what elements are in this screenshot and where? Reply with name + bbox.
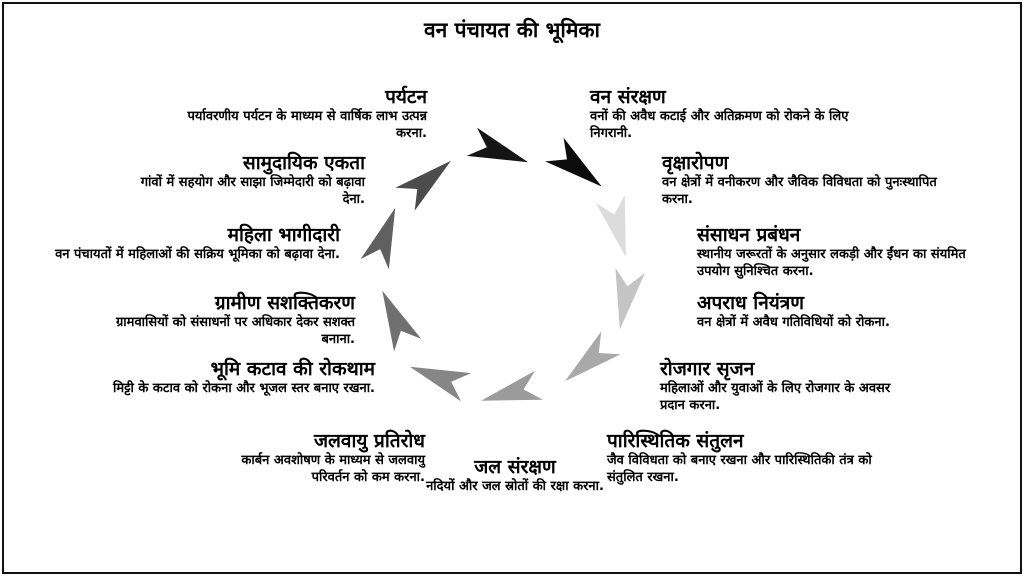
item-heading: रोजगार सृजन [660,358,755,380]
item-heading: पारिस्थितिक संतुलन [607,430,744,452]
item-text: स्थानीय जरूरतों के अनुसार लकड़ी और ईंधन का संयमित उपयोग सुनिश्चित करना. [697,247,966,279]
item-heading: महिला भागीदारी [227,224,340,246]
diagram-title: वन पंचायत की भूमिका [423,18,600,42]
item-text: महिलाओं और युवाओं के लिए रोजगार के अवसर प्रदान करना. [660,381,891,413]
cycle-arrow-5 [555,331,620,393]
item-heading: वृक्षारोपण [662,152,729,174]
item-tourism [165,86,427,142]
cycle-arrow-8 [369,284,422,351]
item-text: वन पंचायतों में महिलाओं की सक्रिय भूमिका को बढ़ावा देना. [55,247,340,262]
item-text: वनों की अवैध कटाई और अतिक्रमण को रोकने के लिए निगरानी. [590,109,849,141]
item-text: पर्यावरणीय पर्यटन के माध्यम से वार्षिक लाभ उत्पन्न करना. [187,109,427,141]
item-employment-generation [660,358,990,414]
item-text: कार्बन अवशोषण के माध्यम से जलवायु परिवर्तन को कम करना. [241,453,425,485]
cycle-arrow-2 [545,138,611,199]
item-heading: वन संरक्षण [590,86,666,108]
item-climate-resilience [120,430,425,486]
item-water-conservation [415,456,615,495]
cycle-arrow-3 [596,195,641,261]
item-text: ग्रामवासियों को संसाधनों पर अधिकार देकर सशक्त बनाना. [115,315,355,347]
item-rural-empowerment [45,292,355,348]
item-forest-conservation [590,86,920,142]
item-heading: पर्यटन [385,86,427,108]
item-women-participation [30,224,340,263]
cycle-arrow-6 [477,371,543,416]
item-heading: सामुदायिक एकता [242,152,365,174]
cycle-arrow-10 [395,149,460,211]
item-community-unity [85,152,365,208]
item-heading: संसाधन प्रबंधन [697,224,801,246]
cycle-arrow-7 [405,353,472,402]
item-text: नदियों और जल स्रोतों की रक्षा करना. [426,479,604,494]
item-heading: जल संरक्षण [474,456,556,478]
cycle-arrow-9 [361,203,410,270]
item-text: वन क्षेत्रों में अवैध गतिविधियों को रोकना. [697,315,890,330]
item-resource-management [697,224,1024,280]
cycle-arrow-1 [467,128,534,177]
item-heading: ग्रामीण सशक्तिकरण [214,292,355,314]
item-plantation [662,152,992,208]
item-text: मिट्टी के कटाव को रोकना और भूजल स्तर बनाए रखना. [113,381,375,396]
item-text: जैव विविधता को बनाए रखना और पारिस्थितिकी तंत्र को संतुलित रखना. [607,453,872,485]
cycle-arrow-4 [605,268,645,332]
item-heading: जलवायु प्रतिरोध [313,430,425,452]
item-ecological-balance [607,430,937,486]
item-heading: भूमि कटाव की रोकथाम [210,358,375,380]
item-text: वन क्षेत्रों में वनीकरण और जैविक विविधता को पुनःस्थापित करना. [662,175,937,207]
item-text: गांवों में सहयोग और साझा जिम्मेदारी को बढ़ावा देना. [140,175,365,207]
item-heading: अपराध नियंत्रण [697,292,805,314]
item-erosion-prevention [70,358,375,397]
item-crime-control [697,292,1024,331]
